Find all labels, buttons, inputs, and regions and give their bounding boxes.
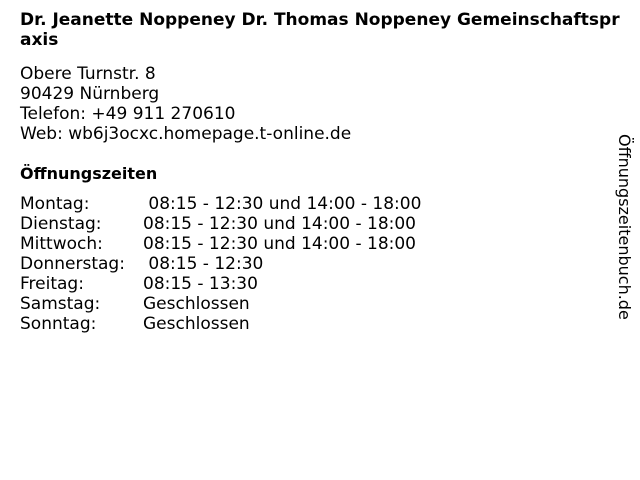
day-label: Freitag: [20,274,84,294]
hours-row-thursday [20,254,421,274]
street-address: Obere Turnstr. 8 [20,64,156,84]
hours-row-wednesday [20,234,421,254]
phone-number: Telefon: +49 911 270610 [20,104,236,124]
day-label: Dienstag: [20,214,102,234]
hours-row-sunday [20,314,421,334]
day-hours: 08:15 - 12:30 [143,254,264,274]
hours-row-monday [20,194,421,214]
day-hours: 08:15 - 12:30 und 14:00 - 18:00 [143,234,416,254]
hours-row-friday [20,274,421,294]
day-hours: Geschlossen [143,294,250,314]
day-label: Mittwoch: [20,234,103,254]
day-hours: 08:15 - 13:30 [143,274,258,294]
business-name: Dr. Jeanette Noppeney Dr. Thomas Noppeney Gemeinschaftspraxis [20,10,620,50]
brand-watermark: Öffnungszeitenbuch.de [615,134,634,320]
day-label: Donnerstag: [20,254,125,274]
opening-hours-table [20,194,421,334]
opening-hours-heading: Öffnungszeiten [20,164,158,183]
website: Web: wb6j3ocxc.homepage.t-online.de [20,124,352,144]
day-hours: 08:15 - 12:30 und 14:00 - 18:00 [143,214,416,234]
day-label: Montag: [20,194,90,214]
day-label: Samstag: [20,294,101,314]
day-label: Sonntag: [20,314,97,334]
address-block [20,64,351,144]
day-hours: Geschlossen [143,314,250,334]
city: 90429 Nürnberg [20,84,160,104]
hours-row-tuesday [20,214,421,234]
hours-row-saturday [20,294,421,314]
day-hours: 08:15 - 12:30 und 14:00 - 18:00 [143,194,422,214]
